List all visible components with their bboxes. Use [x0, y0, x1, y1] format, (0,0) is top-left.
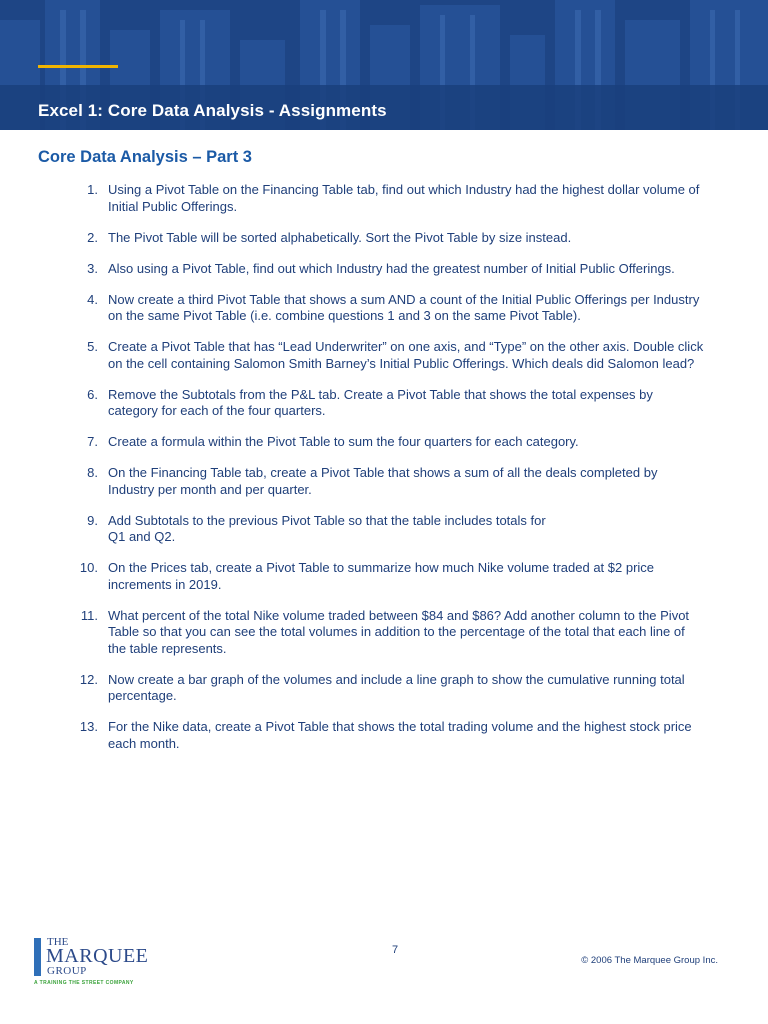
- list-item: [0, 513, 768, 546]
- list-item: [0, 465, 768, 498]
- list-item: [0, 608, 768, 658]
- item-text: Also using a Pivot Table, find out which Industry had the greatest number of Initial Public Offerings.: [108, 260, 675, 276]
- list-item: [0, 339, 768, 372]
- item-text: On the Prices tab, create a Pivot Table to summarize how much Nike volume traded at $2 price increments in 2019.: [108, 560, 655, 592]
- list-item: [0, 261, 768, 278]
- item-number: 7.: [87, 434, 98, 449]
- list-item: [0, 672, 768, 705]
- item-number: 2.: [87, 229, 98, 245]
- item-text: Create a Pivot Table that has “Lead Underwriter” on one axis, and “Type” on the other axis. Double click on the cell containing Salomon Smith Barney’s Initial Public Offerings. Which deals did Salomon lead?: [108, 339, 704, 371]
- item-text: What percent of the total Nike volume traded between $84 and $86? Add another column to the Pivot Table so that you can see the total volumes in addition to the percentage of the total that each line of the table represents.: [108, 607, 690, 656]
- list-item: [0, 292, 768, 325]
- item-number: 5.: [87, 339, 98, 354]
- item-number: 11.: [80, 607, 98, 623]
- item-text: Add Subtotals to the previous Pivot Table so that the table includes totals for Q1 and Q2.: [108, 512, 546, 544]
- page-number: 7: [391, 944, 399, 956]
- item-number: 12.: [79, 671, 98, 687]
- item-number: 1.: [87, 182, 98, 197]
- item-text: Create a formula within the Pivot Table to sum the four quarters for each category.: [108, 434, 579, 449]
- list-item: [0, 560, 768, 593]
- item-number: 3.: [87, 260, 98, 276]
- logo-group: GROUP: [47, 965, 87, 977]
- section-title: Core Data Analysis – Part 3: [38, 148, 252, 166]
- item-number: 13.: [79, 719, 98, 734]
- item-number: 9.: [87, 512, 98, 528]
- list-item: [0, 387, 768, 420]
- logo-marquee: MARQUEE: [46, 945, 149, 967]
- item-number: 8.: [87, 465, 98, 480]
- copyright-notice: © 2006 The Marquee Group Inc.: [581, 955, 718, 966]
- item-number: 6.: [87, 386, 98, 402]
- header-banner: [0, 0, 768, 130]
- item-text: Now create a bar graph of the volumes and include a line graph to show the cumulative running total percentage.: [108, 671, 685, 703]
- list-item: [0, 182, 768, 215]
- item-text: For the Nike data, create a Pivot Table that shows the total trading volume and the highest stock price each month.: [108, 719, 692, 751]
- list-item: [0, 434, 768, 451]
- banner-accent-line: [38, 65, 118, 68]
- list-item: [0, 230, 768, 247]
- item-text: Now create a third Pivot Table that shows a sum AND a count of the Initial Public Offerings per Industry on the same Pivot Table (i.e. combine questions 1 and 3 on the same Pivot Table).: [108, 291, 700, 323]
- item-number: 10.: [79, 560, 98, 575]
- item-text: The Pivot Table will be sorted alphabetically. Sort the Pivot Table by size instead.: [108, 229, 572, 245]
- item-text: On the Financing Table tab, create a Pivot Table that shows a sum of all the deals completed by Industry per month and per quarter.: [108, 465, 658, 497]
- company-logo: [34, 936, 164, 992]
- assignment-list: [0, 182, 768, 767]
- page-title: Excel 1: Core Data Analysis - Assignments: [38, 101, 387, 120]
- list-item: [0, 719, 768, 752]
- logo-the: THE: [47, 936, 69, 948]
- item-text: Remove the Subtotals from the P&L tab. Create a Pivot Table that shows the total expenses by category for each of the four quarters.: [108, 386, 653, 418]
- item-text: Using a Pivot Table on the Financing Table tab, find out which Industry had the highest dollar volume of Initial Public Offerings.: [108, 182, 700, 214]
- item-number: 4.: [87, 291, 98, 307]
- logo-tagline: A TRAINING THE STREET COMPANY: [34, 980, 134, 986]
- logo-bar-icon: [34, 938, 41, 976]
